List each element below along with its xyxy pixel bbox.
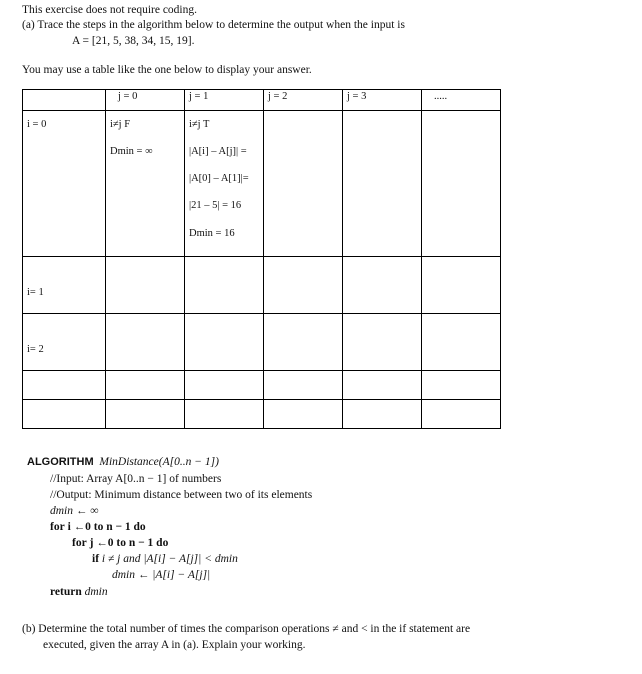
col-header-j1: j = 1 [185, 90, 264, 111]
algorithm-return-line: return dmin [50, 586, 108, 598]
row-label-blank-2 [23, 400, 106, 429]
part-a-question: (a) Trace the steps in the algorithm below to determine the output when the input is [22, 19, 405, 31]
part-b-question-cont: executed, given the array A in (a). Explain your working. [43, 639, 306, 651]
algorithm-output-comment: //Output: Minimum distance between two of its elements [50, 489, 313, 501]
table-note: You may use a table like the one below to display your answer. [22, 64, 312, 76]
row-label-blank-1 [23, 371, 106, 400]
table-row [23, 314, 501, 371]
cell-i0-j2 [264, 111, 343, 257]
col-header-j0: j = 0 [106, 90, 185, 111]
algorithm-assign-line: dmin ← |A[i] − A[j]| [112, 569, 211, 581]
row-label-i0: i = 0 [23, 111, 106, 257]
table-row [23, 257, 501, 314]
table-corner-cell [23, 90, 106, 111]
row-label-i2: i= 2 [23, 314, 106, 371]
algorithm-if-line: if i ≠ j and |A[i] − A[j]| < dmin [92, 553, 238, 565]
col-header-more: ..... [422, 90, 501, 111]
part-b-question: (b) Determine the total number of times the comparison operations ≠ and < in the if statement are [22, 623, 471, 635]
intro-text: This exercise does not require coding. [22, 4, 197, 16]
col-header-j2: j = 2 [264, 90, 343, 111]
algorithm-inner-loop: for j ←0 to n − 1 do [72, 537, 169, 549]
cell-i0-j1: i≠j T |A[i] – A[j]| = |A[0] – A[1]|= |21 – 5| = 16 Dmin = 16 [185, 111, 264, 257]
cell-i0-j0: i≠j F Dmin = ∞ [106, 111, 185, 257]
algorithm-init-line: dmin ← ∞ [50, 505, 99, 517]
cell-i0-more [422, 111, 501, 257]
table-row [23, 111, 501, 257]
algorithm-input-comment: //Input: Array A[0..n − 1] of numbers [50, 473, 222, 485]
row-label-i1: i= 1 [23, 257, 106, 314]
algorithm-title: ALGORITHM MinDistance(A[0..n − 1]) [27, 456, 219, 468]
table-row [23, 400, 501, 429]
algorithm-outer-loop: for i ←0 to n − 1 do [50, 521, 146, 533]
cell-i0-j3 [343, 111, 422, 257]
col-header-j3: j = 3 [343, 90, 422, 111]
input-array: A = [21, 5, 38, 34, 15, 19]. [72, 35, 195, 47]
table-row [23, 371, 501, 400]
trace-table [22, 89, 501, 429]
table-header-row [23, 90, 501, 111]
